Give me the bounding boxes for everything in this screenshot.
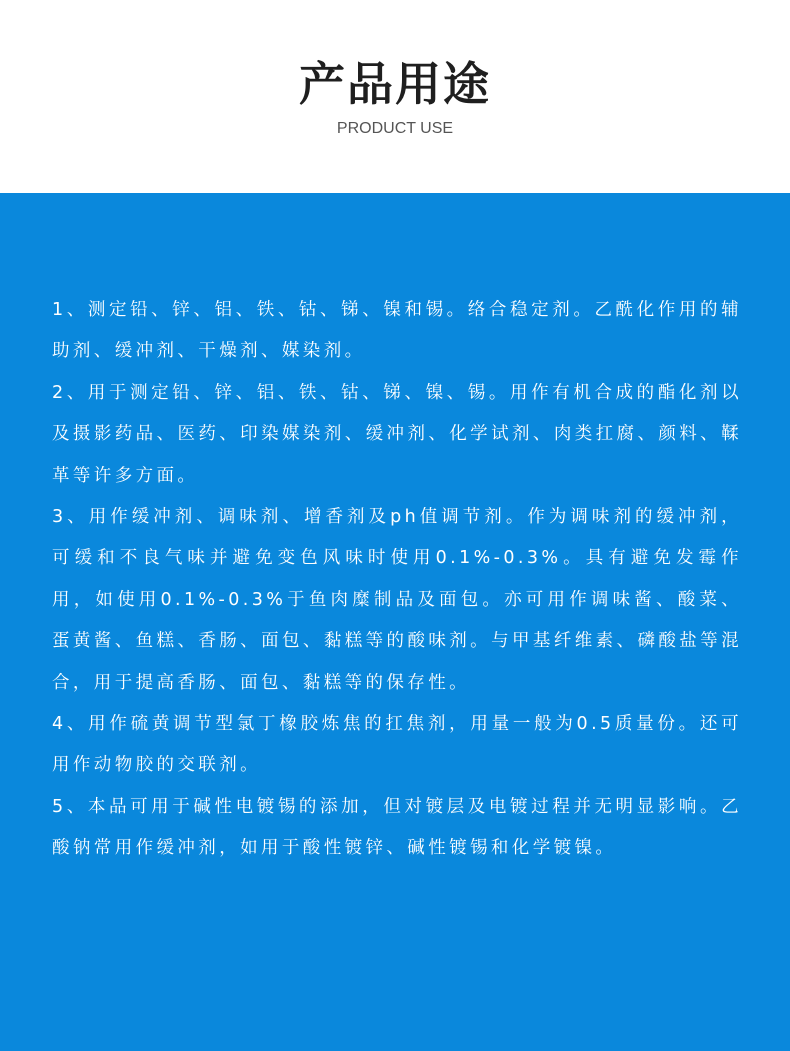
usage-list: [52, 290, 742, 870]
usage-item-2: 2、用于测定铅、锌、铝、铁、钴、锑、镍、锡。用作有机合成的酯化剂以及摄影药品、医药、印染媒染剂、缓冲剂、化学试剂、肉类扛腐、颜料、鞣革等许多方面。: [52, 382, 742, 486]
page-header: [0, 0, 790, 193]
usage-item-5: 5、本品可用于碱性电镀锡的添加，但对镀层及电镀过程并无明显影响。乙酸钠常用作缓冲剂，如用于酸性镀锌、碱性镀锡和化学镀镍。: [52, 796, 742, 859]
usage-item-1: 1、测定铅、锌、铝、铁、钴、锑、镍和锡。络合稳定剂。乙酰化作用的辅助剂、缓冲剂、干燥剂、媒染剂。: [52, 300, 742, 362]
page-subtitle: PRODUCT USE: [336, 120, 454, 137]
page-title: 产品用途: [299, 57, 491, 111]
usage-item-3: 3、用作缓冲剂、调味剂、增香剂及ph值调节剂。作为调味剂的缓冲剂，可缓和不良气味并避免变色风味时使用0.1%-0.3%。具有避免发霉作用，如使用0.1%-0.3%于鱼肉糜制品及面包。亦可用作调味酱、酸菜、蛋黄酱、鱼糕、香肠、面包、黏糕等的酸味剂。与甲基纤维素、磷酸盐等混合，用于提高香肠、面包、黏糕等的保存性。: [52, 507, 742, 693]
usage-item-4: 4、用作硫黄调节型氯丁橡胶炼焦的扛焦剂，用量一般为0.5质量份。还可用作动物胶的交联剂。: [52, 714, 742, 776]
